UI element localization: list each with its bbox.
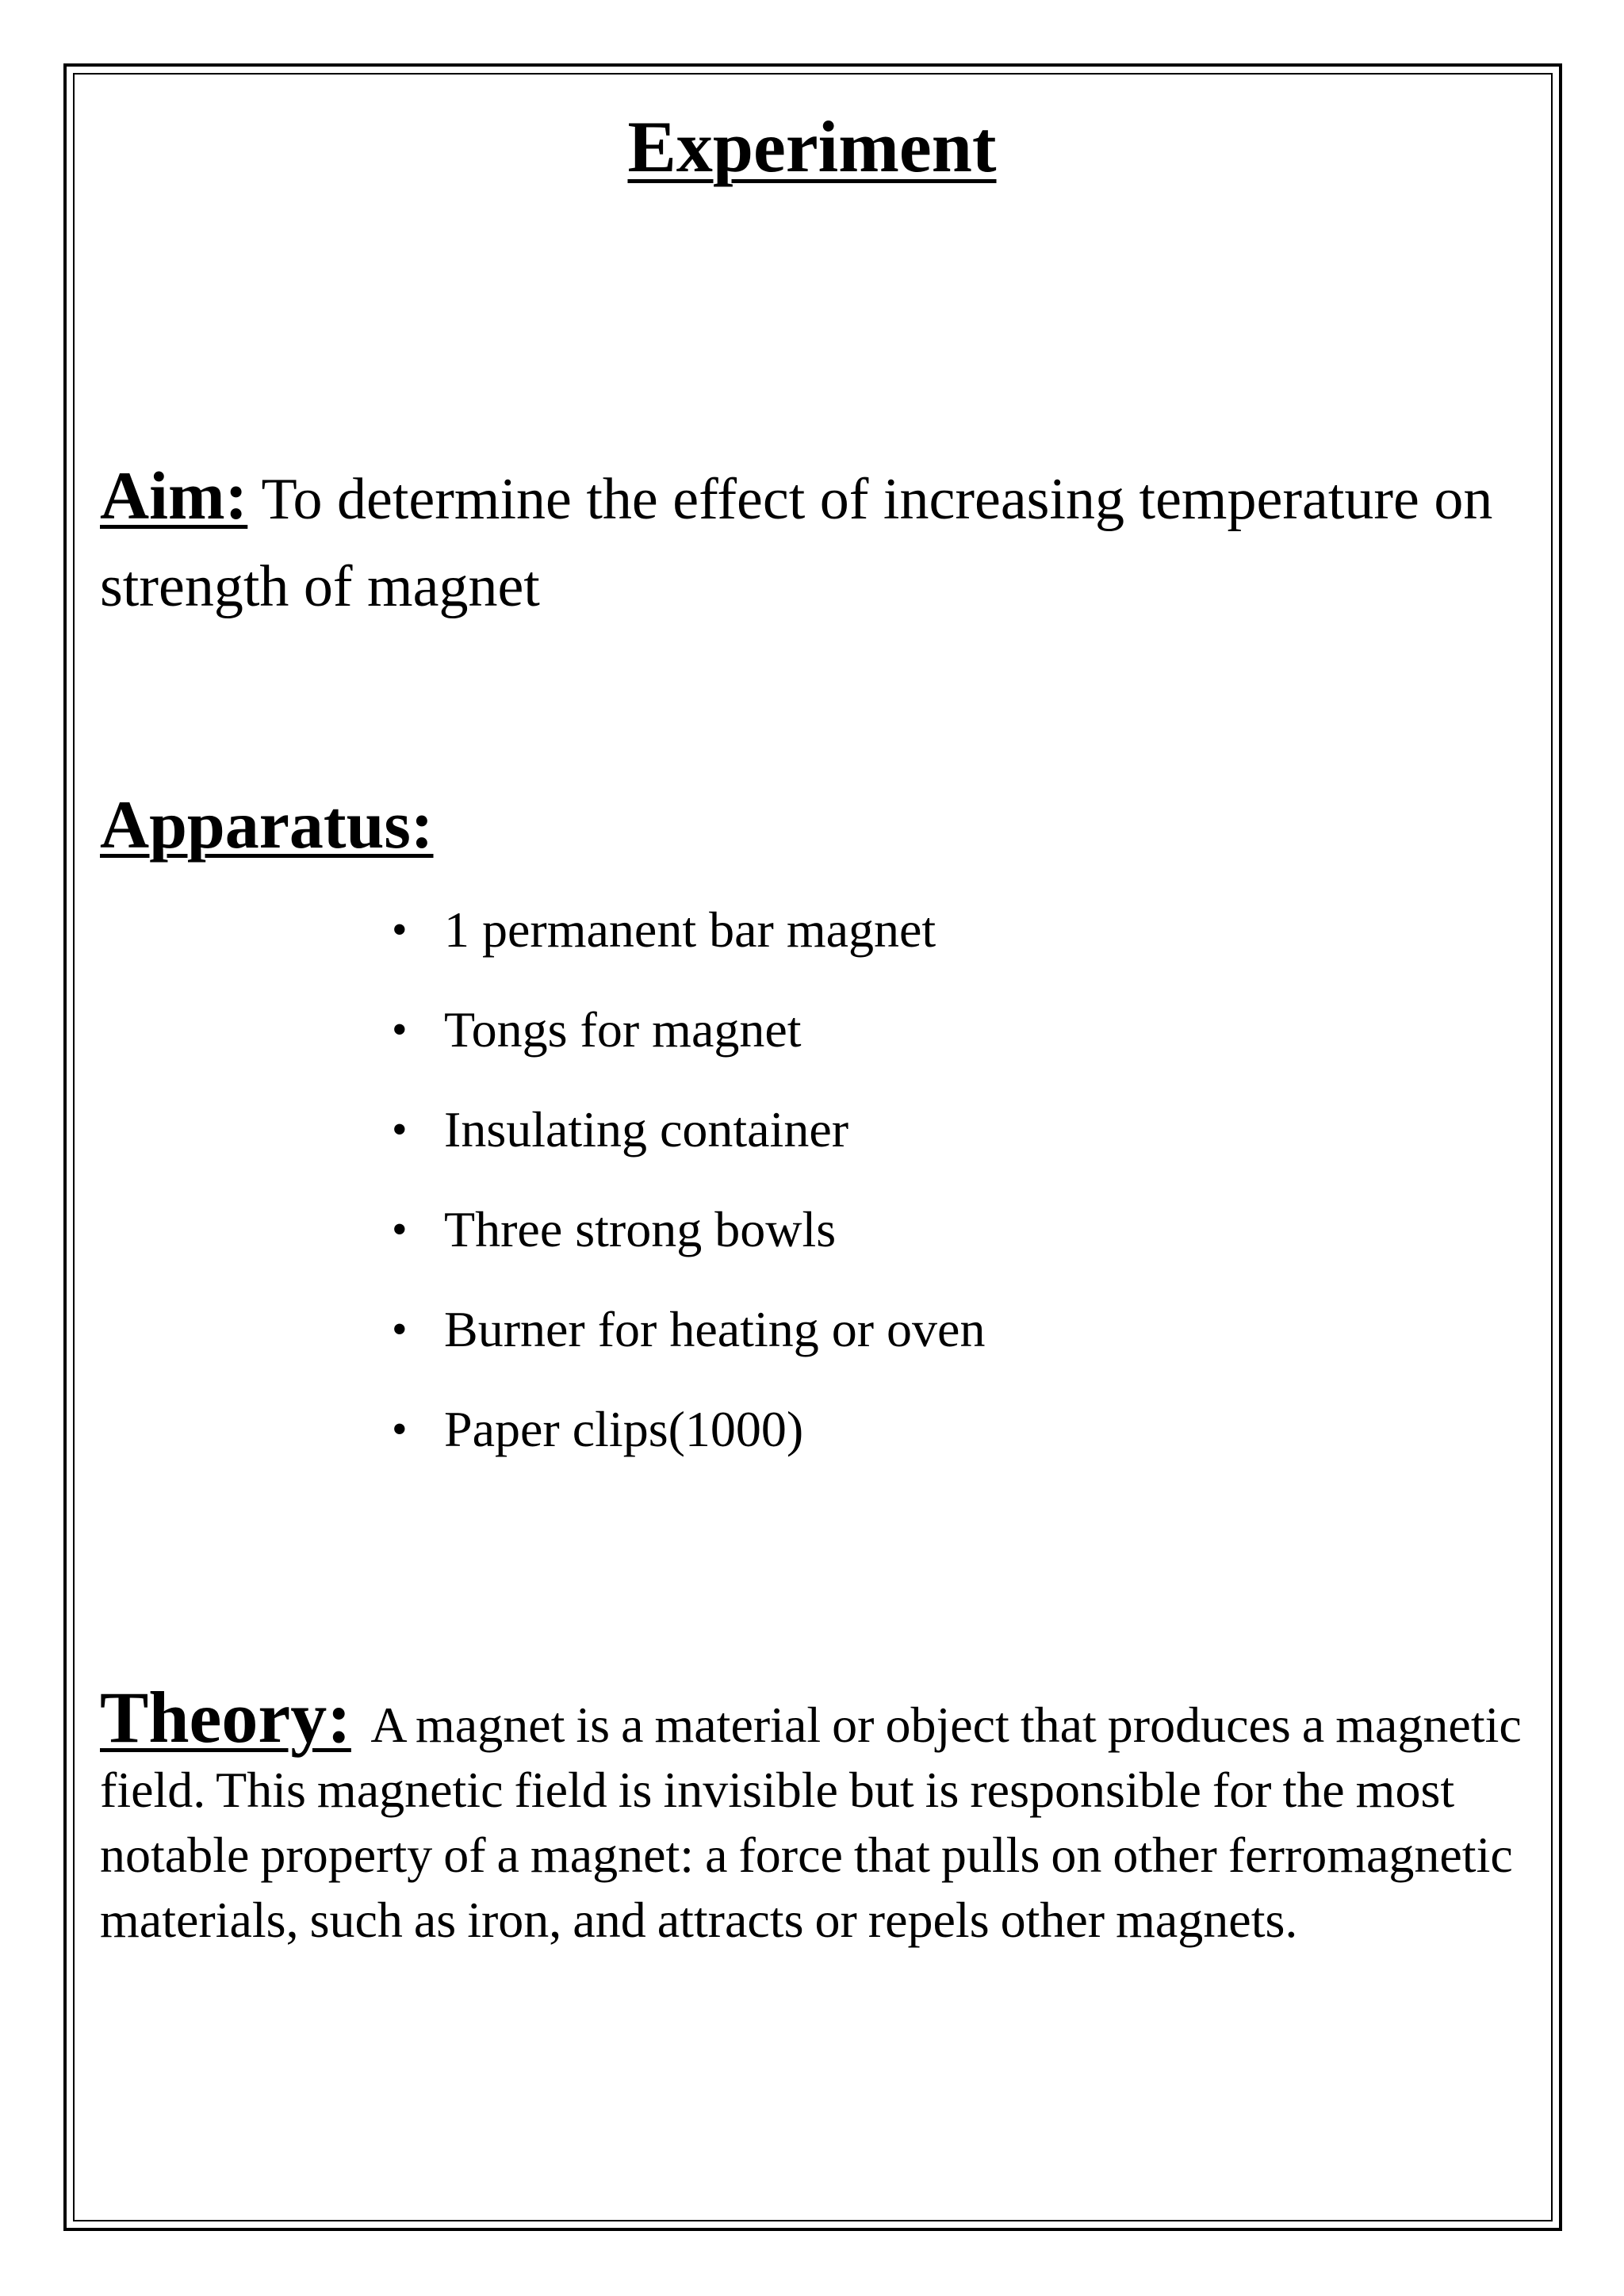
page-title-text: Experiment <box>627 106 997 187</box>
apparatus-item-text: Three strong bowls <box>444 1201 837 1257</box>
apparatus-item <box>389 1286 985 1386</box>
apparatus-list <box>389 886 985 1486</box>
theory-heading: Theory: <box>100 1677 351 1758</box>
apparatus-item <box>389 986 985 1086</box>
bullet-icon: • <box>392 1205 408 1254</box>
bullet-icon: • <box>392 1405 408 1454</box>
page-title <box>0 103 1624 190</box>
aim-section <box>100 452 1527 630</box>
bullet-icon: • <box>392 1305 408 1354</box>
bullet-icon: • <box>392 905 408 955</box>
apparatus-item <box>389 1186 985 1286</box>
apparatus-item-text: Tongs for magnet <box>444 1001 802 1058</box>
apparatus-heading: Apparatus: <box>100 786 434 863</box>
aim-text: To determine the effect of increasing temperature on strength of magnet <box>100 467 1493 619</box>
theory-section <box>100 1677 1543 1953</box>
aim-heading: Aim: <box>100 457 248 534</box>
apparatus-item-text: Paper clips(1000) <box>444 1401 804 1457</box>
apparatus-item-text: Burner for heating or oven <box>444 1301 986 1357</box>
apparatus-item <box>389 886 985 986</box>
apparatus-item-text: Insulating container <box>444 1101 849 1158</box>
bullet-icon: • <box>392 1105 408 1154</box>
theory-text: A magnet is a material or object that produces a magnetic field. This magnetic field is invisible but is responsible for the most notable property of a magnet: a force that pulls on other ferromagnetic materials, such as iron, and attracts or repels other magnets. <box>100 1697 1522 1948</box>
apparatus-item <box>389 1386 985 1486</box>
apparatus-item <box>389 1086 985 1186</box>
apparatus-item-text: 1 permanent bar magnet <box>444 901 936 958</box>
bullet-icon: • <box>392 1005 408 1054</box>
